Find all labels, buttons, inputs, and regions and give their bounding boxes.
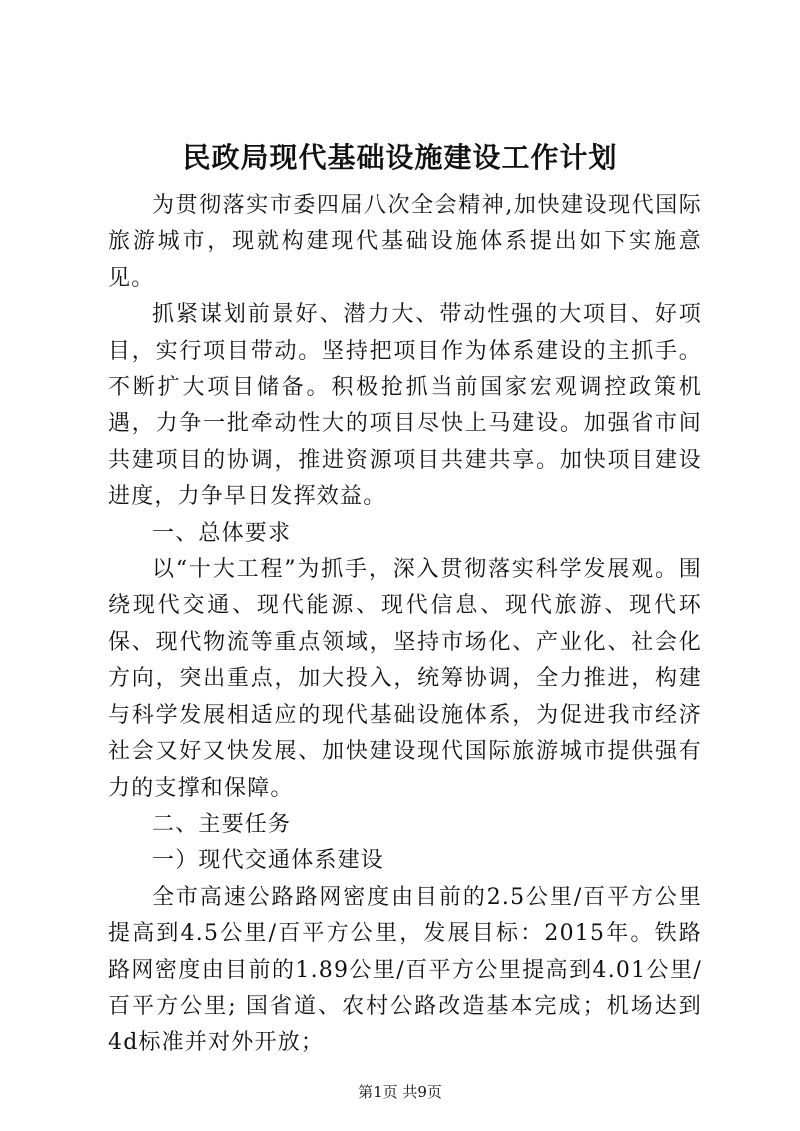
- document-body: [108, 188, 702, 1062]
- section-heading-general-requirements: 一、总体要求: [152, 520, 292, 546]
- document-title: 民政局现代基础设施建设工作计划: [182, 141, 618, 174]
- section-heading-main-tasks: 二、主要任务: [152, 811, 292, 837]
- paragraph-transport: 全市高速公路路网密度由目前的2.5公里/百平方公里提高到4.5公里/百平方公里，发展目标：2015年。铁路路网密度由目前的1.89公里/百平方公里提高到4.01公里/百平方公里; 国省道、农村公路改造基本完成；机场达到4d标准并对外开放；: [108, 884, 702, 1056]
- subsection-heading-transport: 一）现代交通体系建设: [152, 848, 385, 874]
- paragraph-intro: 为贯彻落实市委四届八次全会精神,加快建设现代国际旅游城市，现就构建现代基础设施体系提出如下实施意见。: [108, 193, 702, 291]
- paragraph-general-requirements: 以“十大工程”为抓手，深入贯彻落实科学发展观。围绕现代交通、现代能源、现代信息、现代旅游、现代环保、现代物流等重点领域，坚持市场化、产业化、社会化方向，突出重点，加大投入，统筹协调，全力推进，构建与科学发展相适应的现代基础设施体系，为促进我市经济社会又好又快发展、加快建设现代国际旅游城市提供强有力的支撑和保障。: [108, 557, 702, 801]
- paragraph-projects: 抓紧谋划前景好、潜力大、带动性强的大项目、好项目，实行项目带动。坚持把项目作为体系建设的主抓手。不断扩大项目储备。积极抢抓当前国家宏观调控政策机遇，力争一批牵动性大的项目尽快上马建设。加强省市间共建项目的协调，推进资源项目共建共享。加快项目建设进度，力争早日发挥效益。: [108, 302, 702, 510]
- page-footer: 第1页 共9页: [358, 1083, 442, 1101]
